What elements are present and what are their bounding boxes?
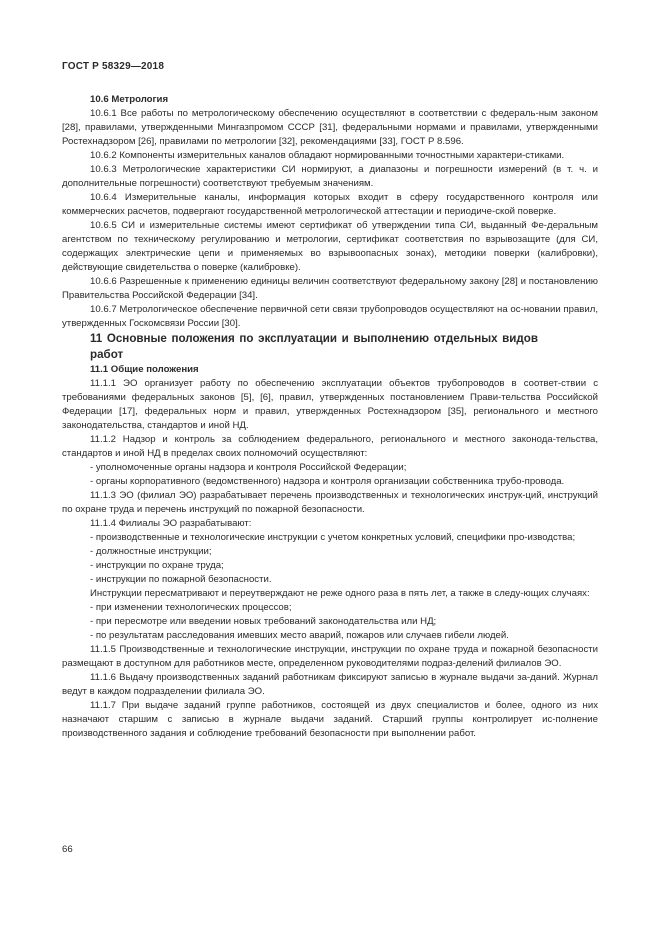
section-heading-11: 11 Основные положения по эксплуатации и выполнению отдельных видов работ — [90, 332, 538, 361]
list-item: - инструкции по пожарной безопасности. — [90, 574, 272, 585]
paragraph-10-6-5: 10.6.5 СИ и измерительные системы имеют сертификат об утверждении типа СИ, выданный Фе-деральным агентством по техническому регулированию и метрологии, сертификат соответствия по взрывозащите (для СИ, содержащих электрические цепи и применяемых во взрывоопасных зонах), методики поверки (калибровки), действующие свидетельства о поверке (калибровке). — [62, 220, 598, 273]
paragraph-10-6-1: 10.6.1 Все работы по метрологическому обеспечению осуществляют в соответствии с федераль-ным законом [28], правилами, утвержденными Мингазпромом СССР [31], федеральными нормами и правилами, утвержденными Ростехнадзором [26], правилами по метрологии [32], рекомендациями [33], ГОСТ Р 8.596. — [62, 108, 598, 147]
paragraph-10-6-6: 10.6.6 Разрешенные к применению единицы величин соответствуют федеральному закону [28] и постановлению Правительства Российской Федерации [34]. — [62, 276, 598, 301]
list-item: - при изменении технологических процессов; — [90, 602, 292, 613]
paragraph-11-1-6: 11.1.6 Выдачу производственных заданий работникам фиксируют записью в журнале выдачи за-даний. Журнал ведут в каждом подразделении филиала ЭО. — [62, 672, 598, 697]
section-heading-11-1: 11.1 Общие положения — [90, 364, 199, 375]
paragraph-11-1-4-revision: Инструкции пересматривают и переутверждают не реже одного раза в пять лет, а также в следу-ющих случаях: — [90, 588, 590, 599]
page-number: 66 — [62, 844, 73, 855]
paragraph-11-1-4: 11.1.4 Филиалы ЭО разрабатывают: — [90, 518, 252, 529]
list-item: - при пересмотре или введении новых требований законодательства или НД; — [90, 616, 437, 627]
list-item: - должностные инструкции; — [90, 546, 212, 557]
paragraph-11-1-3: 11.1.3 ЭО (филиал ЭО) разрабатывает перечень производственных и технологических инструк-ций, инструкций по охране труда и перечень инструкций по пожарной безопасности. — [62, 490, 598, 515]
paragraph-11-1-5: 11.1.5 Производственные и технологические инструкции, инструкции по охране труда и пожарной безопасности размещают в доступном для работников месте, определенном руководителями подраз-делений филиалов ЭО. — [62, 644, 598, 669]
paragraph-11-1-2: 11.1.2 Надзор и контроль за соблюдением федерального, регионального и местного законода-тельства, стандартов и иной НД в пределах своих полномочий осуществляют: — [62, 434, 598, 459]
list-item: - уполномоченные органы надзора и контроля Российской Федерации; — [90, 462, 407, 473]
list-item: - инструкции по охране труда; — [90, 560, 224, 571]
list-item: - производственные и технологические инструкции с учетом конкретных условий, специфики про-изводства; — [90, 532, 576, 543]
paragraph-11-1-7: 11.1.7 При выдаче заданий группе работников, состоящей из двух специалистов и более, одного из них назначают старшим с записью в журнале выдачи заданий. Старший группы контролирует ис-полнение производственного задания и соблюдение требований безопасности при выполнении работ. — [62, 700, 598, 739]
document-header: ГОСТ Р 58329—2018 — [62, 61, 165, 72]
list-item: - органы корпоративного (ведомственного) надзора и контроля организации собственника трубо-провода. — [90, 476, 565, 487]
section-heading-10-6: 10.6 Метрология — [90, 94, 169, 105]
paragraph-10-6-2: 10.6.2 Компоненты измерительных каналов обладают нормированными точностными характери-стиками. — [90, 150, 565, 161]
paragraph-11-1-1: 11.1.1 ЭО организует работу по обеспечению эксплуатации объектов трубопроводов в соответ-ствии с требованиями федеральных законов [5], [6], правил, утвержденных постановлением Прави-тельства Российской Федерации [17], федеральных норм и правил, утвержденных Ростехнадзором [35], регионального и местного законодательства, стандартов и иной НД. — [62, 378, 598, 431]
list-item: - по результатам расследования имевших место аварий, пожаров или случаев гибели людей. — [90, 630, 509, 641]
paragraph-10-6-7: 10.6.7 Метрологическое обеспечение первичной сети связи трубопроводов осуществляют на ос-новании правил, утвержденных Госкомсвязи России [30]. — [62, 304, 598, 329]
paragraph-10-6-4: 10.6.4 Измерительные каналы, информация которых входит в сферу государственного контроля или коммерческих расчетов, подвергают государственной метрологической аттестации и периодиче-ской поверке. — [62, 192, 598, 217]
document-body — [62, 93, 598, 741]
paragraph-10-6-3: 10.6.3 Метрологические характеристики СИ нормируют, а диапазоны и погрешности измерений (в т. ч. и дополнительные погрешности) соответствуют требуемым значениям. — [62, 164, 598, 189]
